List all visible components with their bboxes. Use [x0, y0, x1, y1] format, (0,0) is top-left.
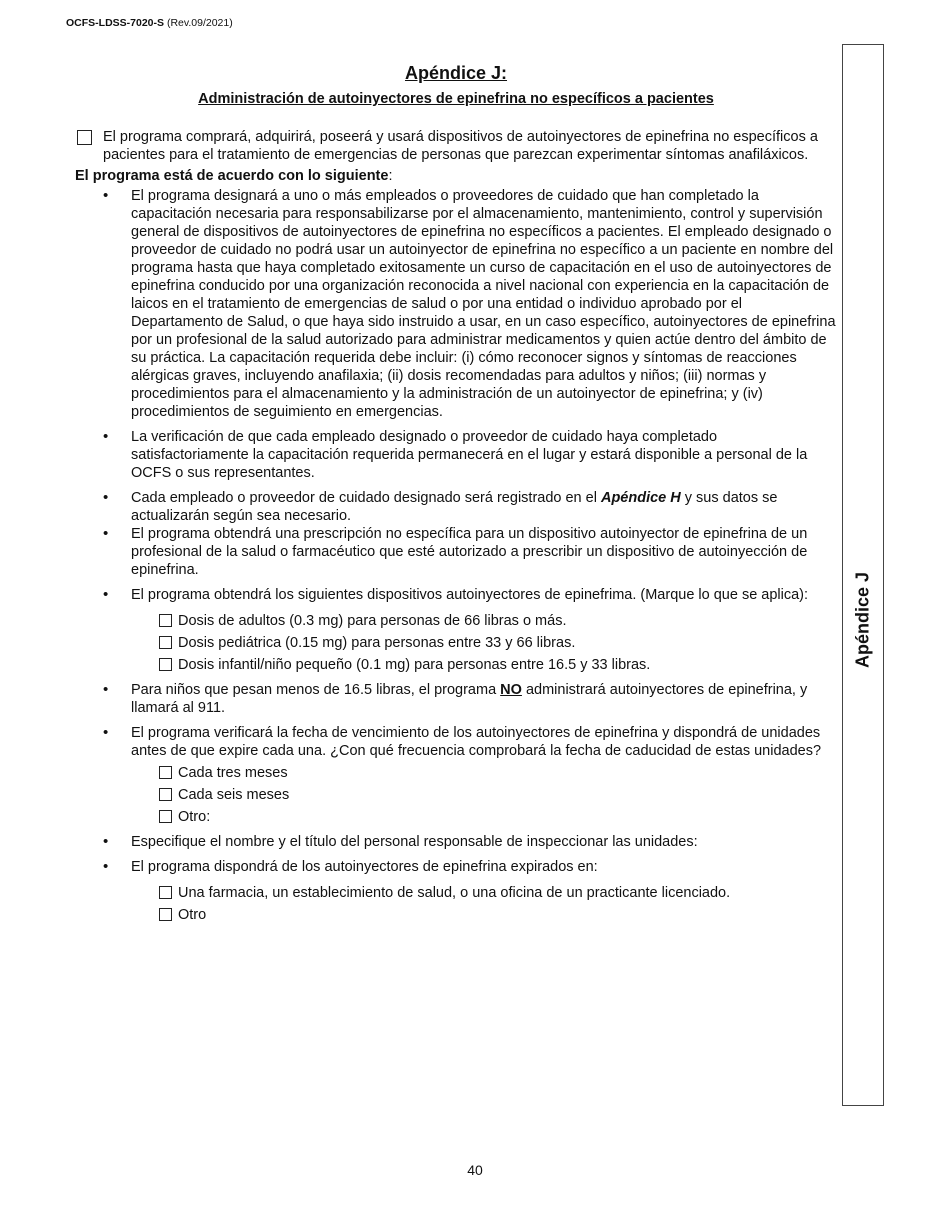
- agreement-heading-colon: :: [388, 168, 393, 184]
- dose-infant-checkbox[interactable]: [159, 658, 172, 671]
- dose-adult-label: Dosis de adultos (0.3 mg) para personas de 66 libras o más.: [178, 613, 567, 629]
- agreement-heading: [75, 167, 837, 185]
- disposal-option-other: [159, 906, 837, 924]
- bullet-prescription-text: El programa obtendrá una prescripción no específica para un dispositivo autoinyector de epinefrina de un profesional de la salud o farmacéutico que esté autorizado a prescribir un dispositivo de autoinyección de epinefrina.: [131, 526, 808, 578]
- bullet-disposal-text: El programa dispondrá de los autoinyectores de epinefrina expirados en:: [131, 859, 598, 875]
- page-title: Apéndice J:: [404, 63, 508, 83]
- frequency-option-3-months: [159, 764, 837, 782]
- frequency-option-6-months: [159, 786, 837, 804]
- bullet-registration: [75, 489, 837, 525]
- dose-infant-label: Dosis infantil/niño pequeño (0.1 mg) para personas entre 16.5 y 33 libras.: [178, 657, 651, 673]
- dose-pediatric-checkbox[interactable]: [159, 636, 172, 649]
- frequency-3-months-label: Cada tres meses: [178, 765, 288, 781]
- frequency-option-other: [159, 808, 837, 826]
- agreement-heading-text: El programa está de acuerdo con lo siguiente: [75, 168, 389, 184]
- dose-option-infant: [159, 656, 837, 674]
- bullet-responsible-staff-text: Especifique el nombre y el título del personal responsable de inspeccionar las unidades:: [131, 834, 698, 850]
- disposal-option-pharmacy: [159, 884, 837, 902]
- bullet-under-weight-post: administrará autoinyectores de epinefrina, y llamará al 911.: [131, 682, 808, 716]
- form-identifier: [66, 17, 233, 29]
- bullet-registration-pre: Cada empleado o proveedor de cuidado designado será registrado en el: [131, 490, 601, 506]
- bullet-responsible-staff: [75, 833, 837, 851]
- bullet-prescription: [75, 525, 837, 579]
- agreement-list: [75, 187, 837, 924]
- bullet-under-weight-pre: Para niños que pesan menos de 16.5 libras, el programa: [131, 682, 501, 698]
- bullet-under-weight: [75, 681, 837, 717]
- disposal-other-checkbox[interactable]: [159, 908, 172, 921]
- sidebar-label: Apéndice J: [852, 571, 873, 669]
- bullet-devices: [75, 586, 837, 674]
- intro-checkbox-text: El programa comprará, adquirirá, poseerá y usará dispositivos de autoinyectores de epinefrina no específicos a pacientes para el tratamiento de emergencias de personas que parezcan experimentar síntomas anafiláxicos.: [103, 129, 818, 163]
- frequency-options: [131, 764, 837, 826]
- bullet-expiration-text: El programa verificará la fecha de vencimiento de los autoinyectores de epinefrina y dispondrá de unidades antes de que expire cada una. ¿Con qué frecuencia comprobará la fecha de caducidad de estas unidades?: [131, 725, 822, 759]
- bullet-training: [75, 187, 837, 421]
- dose-option-adult: [159, 612, 837, 630]
- disposal-other-label: Otro: [178, 907, 207, 923]
- bullet-training-text: El programa designará a uno o más empleados o proveedores de cuidado que han completado la capacitación necesaria para responsabilizarse por el almacenamiento, mantenimiento, control y supervisión general de dispositivos de autoinyectores de epinefrina no específicos a pacientes. El empleado designado o proveedor de cuidado no podrá usar un autoinyector de epinefrina no específico a un paciente en nombre del programa hasta que haya completado exitosamente un curso de capacitación en el uso de autoinyectores de epinefrina conducido por una organización reconocida a nivel nacional con experiencia en la capacitación de laicos en el tratamiento de emergencias de salud o por una entidad o individuo aprobado por el Departamento de Salud, o que haya sido instruido a usar, en un caso específico, autoinyectores de epinefrina por un profesional de la salud autorizado para administrar medicamentos y quien actúe dentro del ámbito de su práctica. La capacitación requerida debe incluir: (i) cómo reconocer signos y síntomas de reacciones alérgicas graves, incluyendo anafilaxia; (ii) dosis recomendadas para adultos y niños; (iii) normas y procedimientos para el almacenamiento y la administración de un autoinyector de epinefrina; y (iv) procedimientos de seguimiento en emergencias.: [131, 188, 836, 420]
- form-revision: (Rev.09/2021): [166, 17, 233, 29]
- dose-adult-checkbox[interactable]: [159, 614, 172, 627]
- dose-pediatric-label: Dosis pediátrica (0.15 mg) para personas entre 33 y 66 libras.: [178, 635, 576, 651]
- disposal-pharmacy-checkbox[interactable]: [159, 886, 172, 899]
- frequency-6-months-checkbox[interactable]: [159, 788, 172, 801]
- document-body: [75, 64, 837, 931]
- frequency-3-months-checkbox[interactable]: [159, 766, 172, 779]
- dose-option-pediatric: [159, 634, 837, 652]
- intro-checkbox[interactable]: [77, 130, 92, 145]
- disposal-pharmacy-label: Una farmacia, un establecimiento de salud, o una oficina de un practicante licenciado.: [178, 885, 731, 901]
- bullet-verification: [75, 428, 837, 482]
- dose-options: [131, 612, 837, 674]
- disposal-options: [131, 884, 837, 924]
- bullet-disposal: [75, 858, 837, 924]
- no-emphasis: NO: [500, 682, 522, 698]
- appendix-h-reference: Apéndice H: [600, 490, 681, 506]
- appendix-sidebar-tab: [842, 44, 884, 1106]
- form-code: OCFS-LDSS-7020-S: [66, 17, 165, 29]
- frequency-6-months-label: Cada seis meses: [178, 787, 290, 803]
- intro-statement: [75, 128, 837, 164]
- bullet-registration-post: y sus datos se actualizarán según sea necesario.: [131, 490, 778, 524]
- page-subtitle: Administración de autoinyectores de epinefrina no específicos a pacientes: [198, 91, 714, 107]
- bullet-expiration: [75, 724, 837, 826]
- bullet-devices-text: El programa obtendrá los siguientes dispositivos autoinyectores de epinefrima. (Marque lo que se aplica):: [131, 587, 809, 603]
- bullet-verification-text: La verificación de que cada empleado designado o proveedor de cuidado haya completado satisfactoriamente la capacitación requerida permanecerá en el lugar y estará disponible a personal de la OCFS o sus representantes.: [131, 429, 808, 481]
- frequency-other-label: Otro:: [178, 809, 211, 825]
- page-number: 40: [467, 1162, 483, 1178]
- frequency-other-checkbox[interactable]: [159, 810, 172, 823]
